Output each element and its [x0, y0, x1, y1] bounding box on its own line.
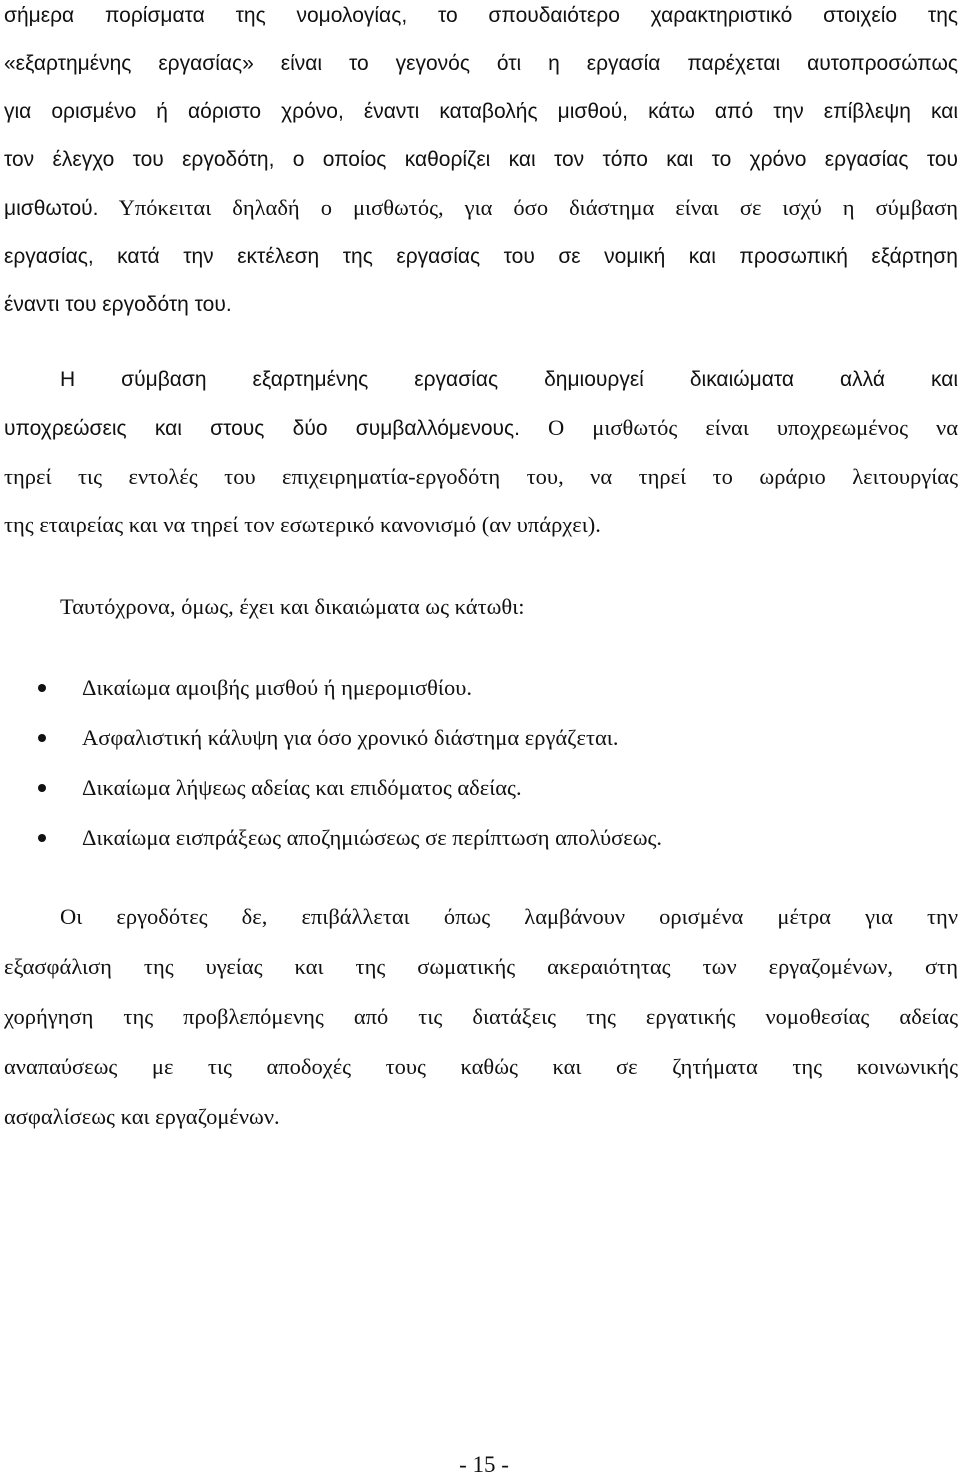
- line-segment: μισθωτού.: [4, 197, 99, 220]
- bullet-icon: [38, 734, 46, 742]
- paragraph-line: [4, 356, 958, 404]
- paragraph-line: της εταιρείας και να τηρεί τον εσωτερικό κανονισμό (αν υπάρχει).: [4, 512, 601, 537]
- paragraph-line: [4, 404, 958, 453]
- paragraph-line: για ορισμένο ή αόριστο χρόνο, έναντι καταβολής μισθού, κάτω από την επίβλεψη και: [4, 100, 958, 123]
- paragraph-line: χορήγηση της προβλεπόμενης από τις διατάξεις της εργατικής νομοθεσίας αδείας: [4, 1004, 958, 1029]
- page-number: - 15 -: [459, 1452, 509, 1477]
- rights-list: [38, 663, 958, 863]
- line-segment: υποχρεώσεις και στους δύο συμβαλλόμενους.: [4, 417, 520, 440]
- line-segment: Υπόκειται δηλαδή ο μισθωτός, για όσο διάστημα είναι σε ισχύ η σύμβαση: [98, 195, 958, 220]
- list-item-text: Ασφαλιστική κάλυψη για όσο χρονικό διάστημα εργάζεται.: [82, 725, 619, 750]
- bullet-icon: [38, 834, 46, 842]
- paragraph-employer-duties: [4, 892, 958, 1142]
- bullet-icon: [38, 784, 46, 792]
- line-segment: Οι εργοδότες δε, επιβάλλεται όπως λαμβάνουν ορισμένα μέτρα για την: [60, 904, 958, 929]
- list-item-text: Δικαίωμα εισπράξεως αποζημιώσεως σε περίπτωση απολύσεως.: [82, 825, 663, 850]
- line-segment: Η σύμβαση εξαρτημένης εργασίας δημιουργεί δικαιώματα αλλά και: [60, 368, 958, 391]
- paragraph-line: [4, 184, 958, 233]
- list-item: [38, 763, 958, 813]
- paragraph-line: αναπαύσεως με τις αποδοχές τους καθώς και σε ζητήματα της κοινωνικής: [4, 1054, 958, 1079]
- bullet-icon: [38, 684, 46, 692]
- paragraph-line: ασφαλίσεως και εργαζομένων.: [4, 1104, 280, 1129]
- paragraph-line: τηρεί τις εντολές του επιχειρηματία-εργοδότη του, να τηρεί το ωράριο λειτουργίας: [4, 464, 958, 489]
- paragraph-line: σήμερα πορίσματα της νομολογίας, το σπουδαιότερο χαρακτηριστικό στοιχείο της: [4, 4, 958, 27]
- list-item: [38, 663, 958, 713]
- paragraph-obligations: [4, 356, 958, 549]
- list-item-text: Δικαίωμα λήψεως αδείας και επιδόματος αδείας.: [82, 775, 522, 800]
- paragraph-line: «εξαρτημένης εργασίας» είναι το γεγονός ότι η εργασία παρέχεται αυτοπροσώπως: [4, 52, 958, 75]
- paragraph-line: εξασφάλιση της υγείας και της σωματικής ακεραιότητας των εργαζομένων, στη: [4, 954, 958, 979]
- line-segment: Ο μισθωτός είναι υποχρεωμένος να: [519, 415, 958, 440]
- paragraph-line: εργασίας, κατά την εκτέλεση της εργασίας του σε νομική και προσωπική εξάρτηση: [4, 245, 958, 268]
- paragraph-line: έναντι του εργοδότη του.: [4, 293, 232, 316]
- list-item: [38, 813, 958, 863]
- list-item-text: Δικαίωμα αμοιβής μισθού ή ημερομισθίου.: [82, 675, 472, 700]
- list-item: [38, 713, 958, 763]
- paragraph-line: [4, 892, 958, 942]
- paragraph-rights-intro: Ταυτόχρονα, όμως, έχει και δικαιώματα ως κάτωθι:: [60, 594, 525, 619]
- paragraph-employment-definition: [4, 0, 958, 329]
- paragraph-line: τον έλεγχο του εργοδότη, ο οποίος καθορίζει και τον τόπο και το χρόνο εργασίας του: [4, 148, 958, 171]
